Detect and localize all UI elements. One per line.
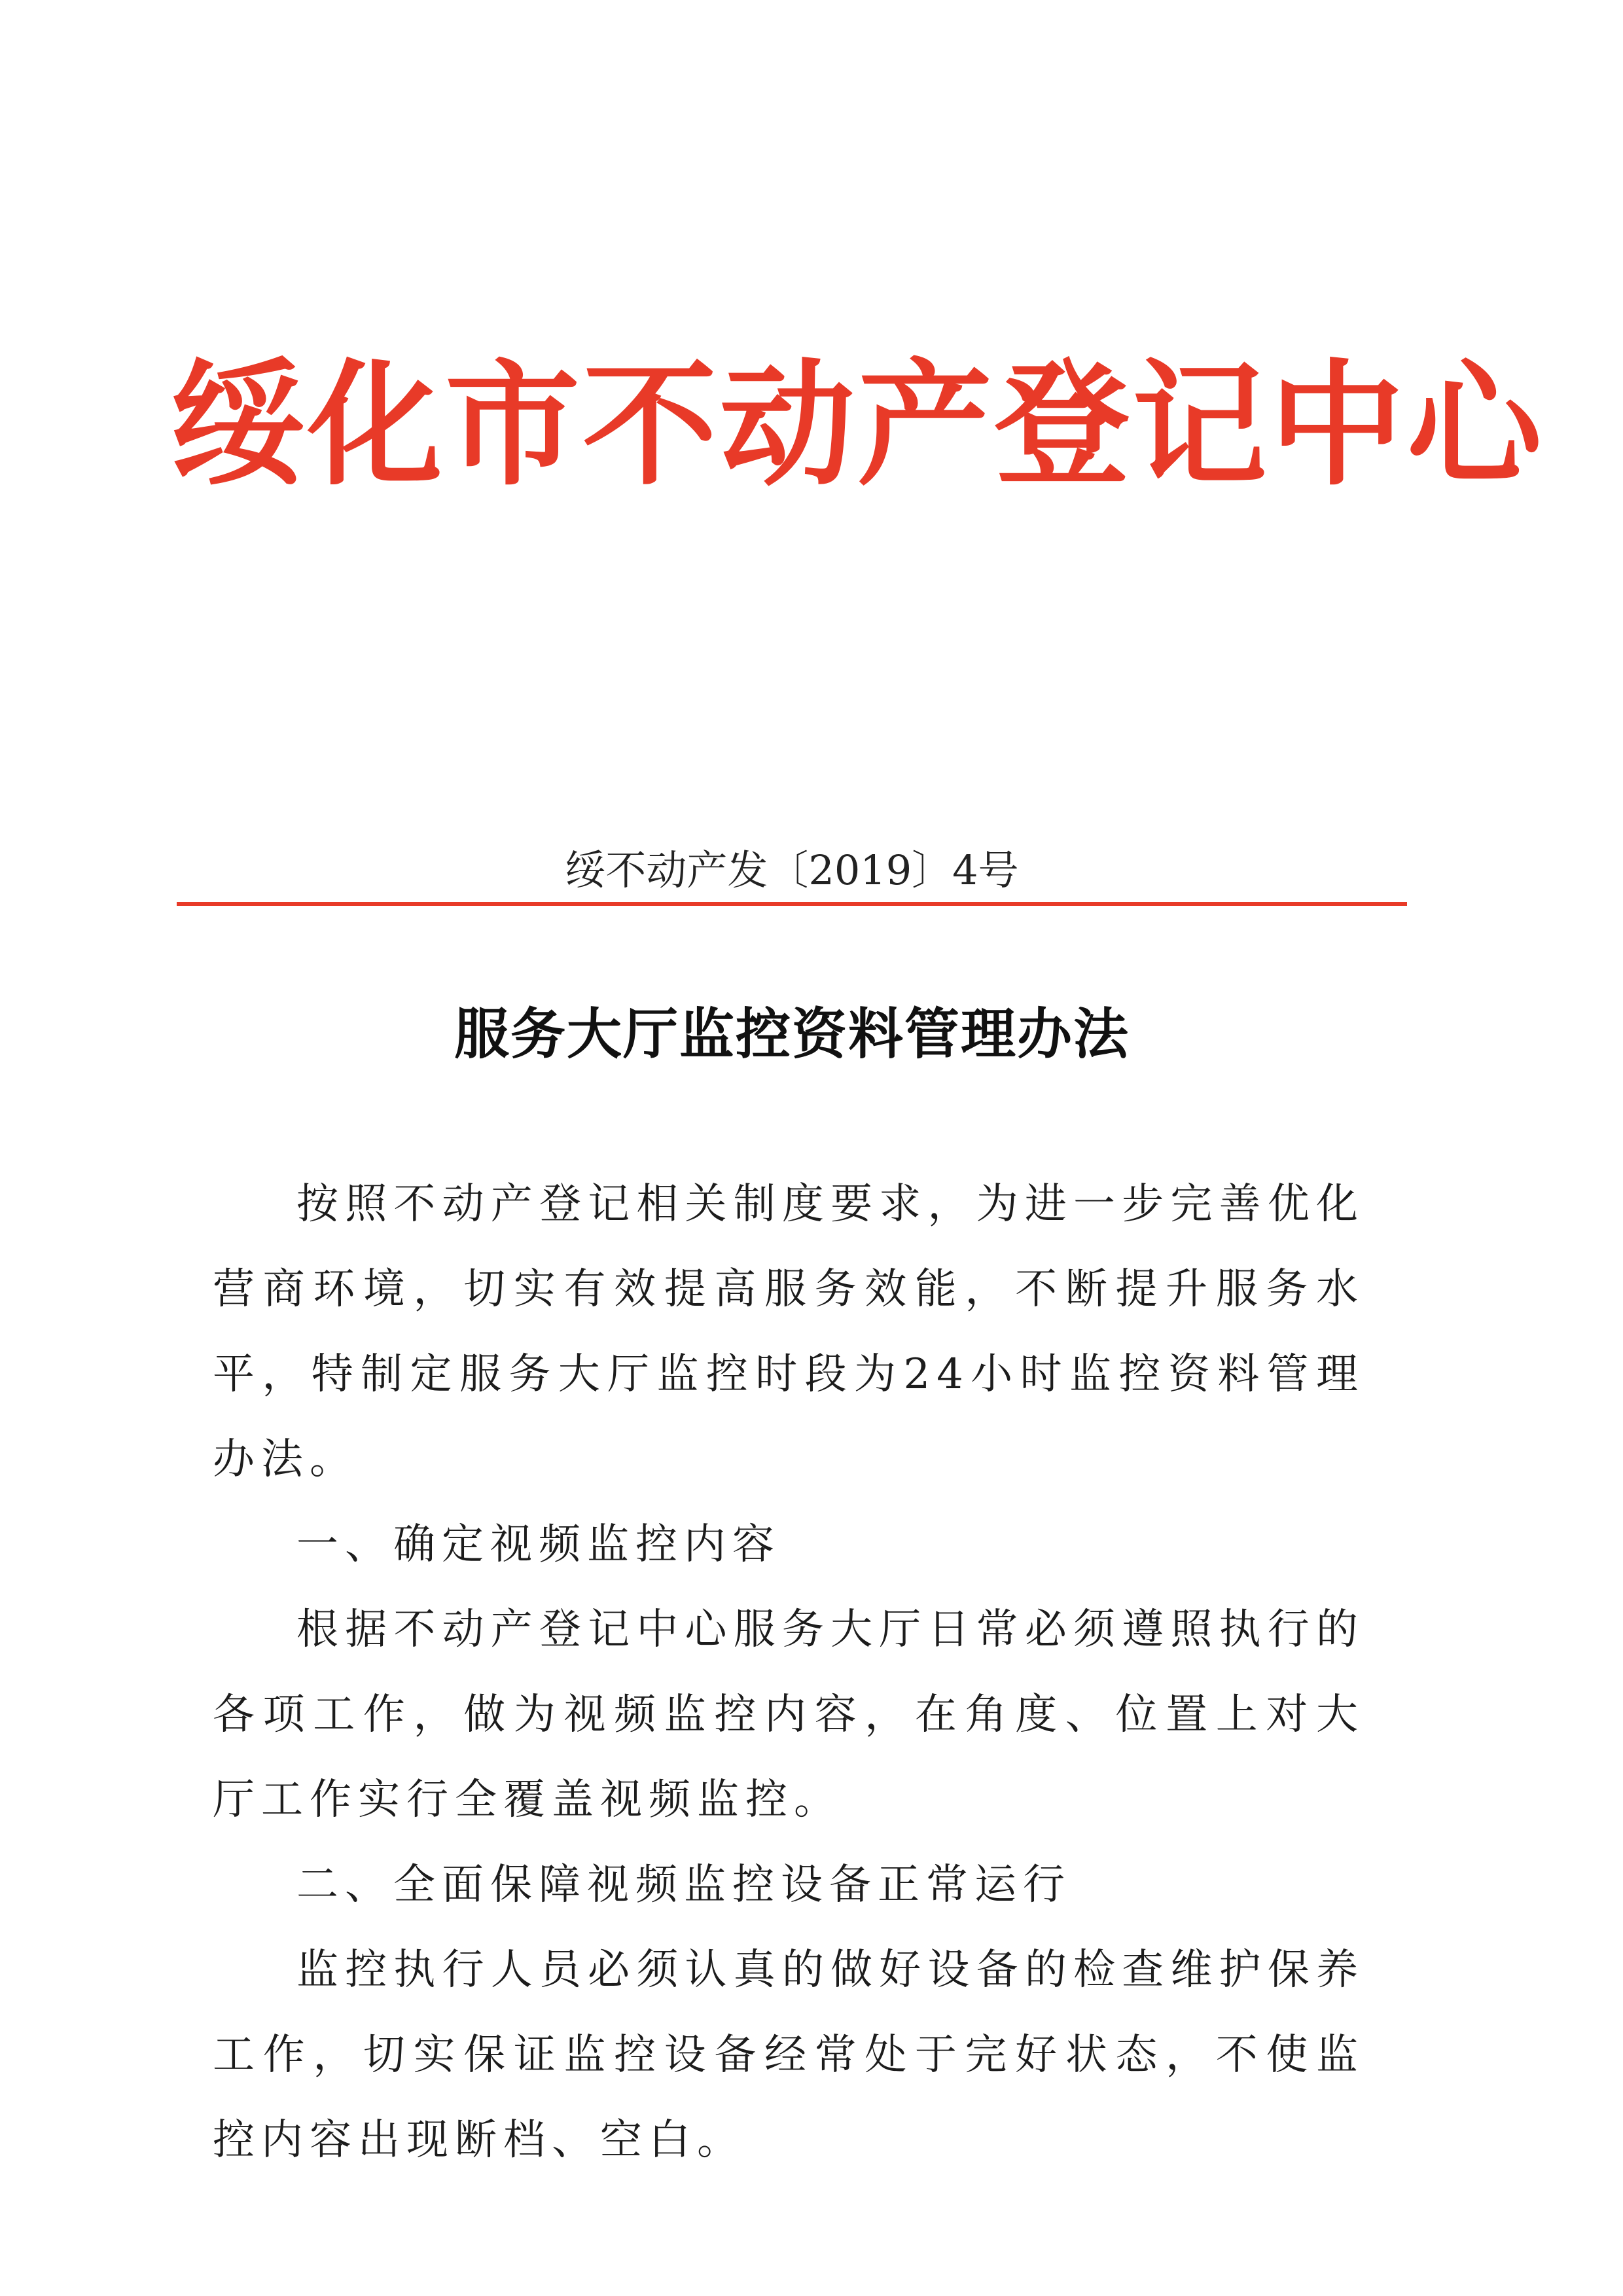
document-title: 服务大厅监控资料管理办法 [454,1002,1130,1066]
section-heading-2: 二、全面保障视频监控设备正常运行 [296,1861,1071,1909]
section-heading-1: 一、确定视频监控内容 [296,1520,781,1569]
body-paragraph-section-1: 根据不动产登记中心服务大厅日常必须遵照执行的各项工作，做为视频监控内容，在角度、位置上对大厅工作实行全覆盖视频监控。 [213,1605,1364,1824]
letterhead-title: 绥化市不动产登记中心 [170,347,1545,504]
document-number: 绥不动产发〔2019〕4号 [565,846,1019,894]
document-body [213,1162,1364,2183]
letterhead-divider [177,902,1407,906]
body-paragraph-section-2: 监控执行人员必须认真的做好设备的检查维护保养工作，切实保证监控设备经常处于完好状态，不使监控内容出现断档、空白。 [213,1946,1364,2164]
body-paragraph-intro: 按照不动产登记相关制度要求，为进一步完善优化营商环境，切实有效提高服务效能，不断提升服务水平，特制定服务大厅监控时段为24小时监控资料管理办法。 [213,1180,1364,1484]
